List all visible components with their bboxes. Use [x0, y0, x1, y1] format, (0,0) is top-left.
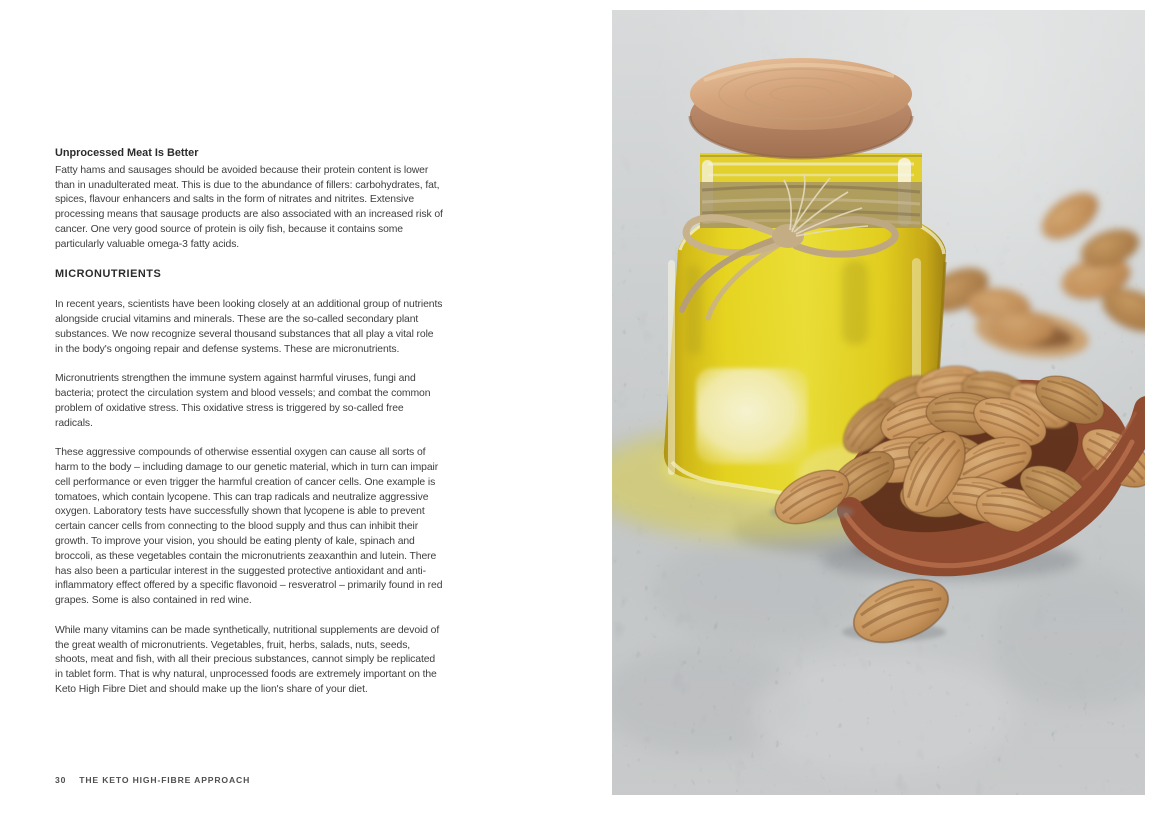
paragraph-immune-system: Micronutrients strengthen the immune system against harmful viruses, fungi and bacteria; protect the circulation system and blood vessels; and combat the common problem of oxidative stress. This oxidative stress is triggered by so-called free radicals.: [55, 373, 431, 429]
page-number: 30: [55, 775, 67, 785]
article-column: [55, 146, 443, 712]
paragraph-secondary-substances: In recent years, scientists have been looking closely at an additional group of nutrients alongside crucial vitamins and minerals. These are the so-called secondary plant substances. We now recognize several thousand substances that all play a vital role in the body's ongoing repair and defense systems. These are micronutrients.: [55, 299, 443, 355]
section-heading: MICRONUTRIENTS: [55, 268, 162, 281]
running-title: THE KETO HIGH-FIBRE APPROACH: [79, 775, 251, 785]
subheading: Unprocessed Meat Is Better: [55, 147, 199, 159]
paragraph-free-radicals: These aggressive compounds of otherwise essential oxygen can cause all sorts of harm to the body – including damage to our genetic material, which in turn can impair cell performance or even trigger the harmful creation of cancer cells. One example is tomatoes, which contain lycopene. This can trap radicals and neutralize aggressive oxygen. Laboratory tests have successfully shown that lycopene is able to prevent certain cancer cells from connecting to the blood supply and thus can inhibit their growth. To improve your vision, you should be eating plenty of kale, spinach and broccoli, as these vegetables contain the micronutrients zeaxanthin and lutein. There has also been a particular interest in the suggested protective antioxidant and anti-inflammatory effect offered by a specific flavonoid – resveratrol – primarily found in red grapes. Some is also contained in red wine.: [55, 447, 443, 607]
paragraph-unprocessed-meat: Fatty hams and sausages should be avoided because their protein content is lower than in unadulterated meat. This is due to the abundance of fillers: carbohydrates, fat, spices, flavour enhancers and salts in the form of nitrates and nitrites. Extensive processing means that sausage products are also associated with an increased risk of cancer. One very good source of protein is oily fish, because it contains some particularly valuable omega-3 fatty acids.: [55, 164, 443, 250]
paragraph-supplements: While many vitamins can be made synthetically, nutritional supplements are devoid of the great wealth of micronutrients. Vegetables, fruit, herbs, salads, nuts, seeds, shoots, meat and fish, with all their precious substances, cannot simply be replicated in tablet form. That is why natural, unprocessed foods are extremely important on the Keto High Fibre Diet and should make up the lion's share of your diet.: [55, 624, 440, 695]
page-footer: [55, 775, 250, 785]
photo-grading-overlay: [612, 10, 1145, 795]
almond-oil-photo: [612, 10, 1145, 795]
photo-illustration: [612, 10, 1145, 795]
